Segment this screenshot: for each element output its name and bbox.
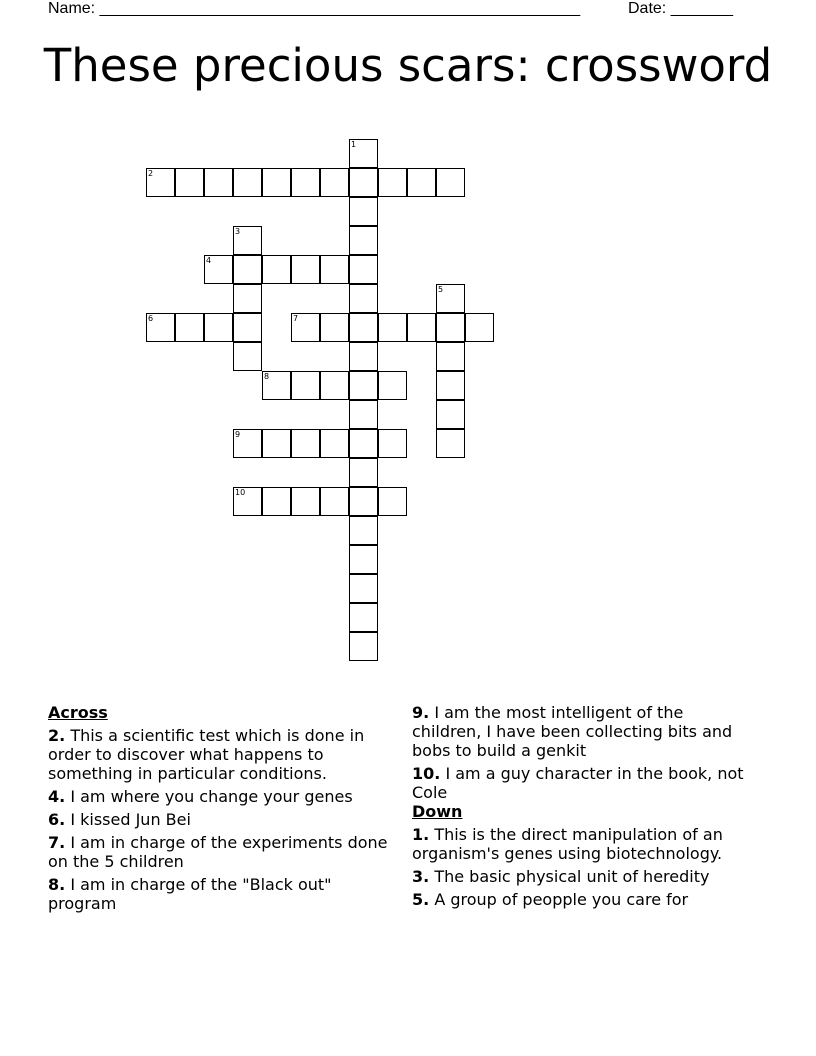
clue-text: I am in charge of the experiments done on the 5 children xyxy=(48,833,388,871)
grid-cell[interactable] xyxy=(204,313,233,342)
cell-number: 8 xyxy=(264,372,270,381)
clue-number: 2. xyxy=(48,726,66,745)
grid-cell[interactable] xyxy=(349,603,378,632)
cell-number: 7 xyxy=(293,314,299,323)
clue-down-3 xyxy=(412,867,757,886)
grid-cell[interactable] xyxy=(320,429,349,458)
across-heading: Across xyxy=(48,703,108,722)
grid-cell[interactable] xyxy=(349,516,378,545)
grid-cell[interactable] xyxy=(349,632,378,661)
clue-across-6 xyxy=(48,810,393,829)
page-title: These precious scars: crossword xyxy=(43,39,773,92)
grid-cell[interactable] xyxy=(349,226,378,255)
grid-cell[interactable] xyxy=(378,487,407,516)
grid-cell[interactable] xyxy=(349,284,378,313)
grid-cell[interactable] xyxy=(291,487,320,516)
cell-number: 9 xyxy=(235,430,241,439)
grid-cell[interactable] xyxy=(436,429,465,458)
cell-number: 3 xyxy=(235,227,241,236)
grid-cell[interactable] xyxy=(262,487,291,516)
grid-cell[interactable] xyxy=(378,429,407,458)
clue-text: I am a guy character in the book, not Cole xyxy=(412,764,744,802)
clue-number: 6. xyxy=(48,810,66,829)
grid-cell[interactable] xyxy=(349,255,378,284)
grid-cell[interactable] xyxy=(204,255,233,284)
clue-across-8 xyxy=(48,875,393,913)
grid-cell[interactable] xyxy=(349,197,378,226)
clue-text: The basic physical unit of heredity xyxy=(434,867,710,886)
clues-column-left xyxy=(48,703,393,913)
clues-column-right xyxy=(412,703,757,909)
grid-cell[interactable] xyxy=(320,487,349,516)
clue-across-9 xyxy=(412,703,757,760)
grid-cell[interactable] xyxy=(320,313,349,342)
cell-number: 1 xyxy=(351,140,357,149)
cell-number: 4 xyxy=(206,256,212,265)
clue-text: I kissed Jun Bei xyxy=(70,810,191,829)
grid-cell[interactable] xyxy=(291,168,320,197)
grid-cell[interactable] xyxy=(436,284,465,313)
grid-cell[interactable] xyxy=(349,487,378,516)
clue-number: 1. xyxy=(412,825,430,844)
grid-cell[interactable] xyxy=(349,168,378,197)
grid-cell[interactable] xyxy=(262,429,291,458)
clue-text: I am where you change your genes xyxy=(70,787,353,806)
grid-cell[interactable] xyxy=(146,168,175,197)
date-field[interactable]: Date: _______ xyxy=(628,0,733,17)
grid-cell[interactable] xyxy=(349,342,378,371)
clue-text: This is the direct manipulation of an organism's genes using biotechnology. xyxy=(412,825,723,863)
grid-cell[interactable] xyxy=(436,342,465,371)
clue-text: This a scientific test which is done in order to discover what happens to something in particular conditions. xyxy=(48,726,365,783)
grid-cell[interactable] xyxy=(233,168,262,197)
grid-cell[interactable] xyxy=(378,313,407,342)
grid-cell[interactable] xyxy=(291,371,320,400)
grid-cell[interactable] xyxy=(291,313,320,342)
grid-cell[interactable] xyxy=(291,255,320,284)
clue-number: 7. xyxy=(48,833,66,852)
cell-number: 5 xyxy=(438,285,444,294)
grid-cell[interactable] xyxy=(349,371,378,400)
clue-across-7 xyxy=(48,833,393,871)
grid-cell[interactable] xyxy=(262,255,291,284)
cell-number: 6 xyxy=(148,314,154,323)
grid-cell[interactable] xyxy=(233,284,262,313)
cell-number: 2 xyxy=(148,169,154,178)
grid-cell[interactable] xyxy=(349,400,378,429)
clue-text: I am in charge of the "Black out" program xyxy=(48,875,332,913)
grid-cell[interactable] xyxy=(349,139,378,168)
grid-cell[interactable] xyxy=(436,400,465,429)
name-field[interactable]: Name: ______________________________________________________ xyxy=(48,0,581,17)
cell-number: 10 xyxy=(235,488,246,497)
grid-cell[interactable] xyxy=(291,429,320,458)
grid-cell[interactable] xyxy=(175,168,204,197)
clue-down-1 xyxy=(412,825,757,863)
grid-cell[interactable] xyxy=(436,168,465,197)
grid-cell[interactable] xyxy=(320,255,349,284)
grid-cell[interactable] xyxy=(407,168,436,197)
grid-cell[interactable] xyxy=(233,487,262,516)
grid-cell[interactable] xyxy=(349,313,378,342)
grid-cell[interactable] xyxy=(349,429,378,458)
grid-cell[interactable] xyxy=(233,342,262,371)
grid-cell[interactable] xyxy=(146,313,175,342)
grid-cell[interactable] xyxy=(204,168,233,197)
clue-number: 5. xyxy=(412,890,430,909)
clue-down-5 xyxy=(412,890,757,909)
grid-cell[interactable] xyxy=(233,255,262,284)
clue-number: 4. xyxy=(48,787,66,806)
grid-cell[interactable] xyxy=(233,313,262,342)
grid-cell[interactable] xyxy=(349,545,378,574)
grid-cell[interactable] xyxy=(320,371,349,400)
grid-cell[interactable] xyxy=(233,429,262,458)
grid-cell[interactable] xyxy=(233,226,262,255)
clue-number: 3. xyxy=(412,867,430,886)
grid-cell[interactable] xyxy=(436,313,465,342)
clue-across-2 xyxy=(48,726,393,783)
grid-cell[interactable] xyxy=(436,371,465,400)
grid-cell[interactable] xyxy=(349,574,378,603)
grid-cell[interactable] xyxy=(378,371,407,400)
clue-across-10 xyxy=(412,764,757,802)
clue-across-4 xyxy=(48,787,393,806)
clue-text: A group of peopple you care for xyxy=(434,890,689,909)
clue-number: 10. xyxy=(412,764,441,783)
clue-number: 9. xyxy=(412,703,430,722)
grid-cell[interactable] xyxy=(320,168,349,197)
grid-cell[interactable] xyxy=(378,168,407,197)
grid-cell[interactable] xyxy=(262,371,291,400)
grid-cell[interactable] xyxy=(349,458,378,487)
grid-cell[interactable] xyxy=(262,168,291,197)
clue-number: 8. xyxy=(48,875,66,894)
grid-cell[interactable] xyxy=(465,313,494,342)
clue-text: I am the most intelligent of the children, I have been collecting bits and bobs to build a genkit xyxy=(412,703,733,760)
down-heading: Down xyxy=(412,802,463,821)
grid-cell[interactable] xyxy=(175,313,204,342)
grid-cell[interactable] xyxy=(407,313,436,342)
